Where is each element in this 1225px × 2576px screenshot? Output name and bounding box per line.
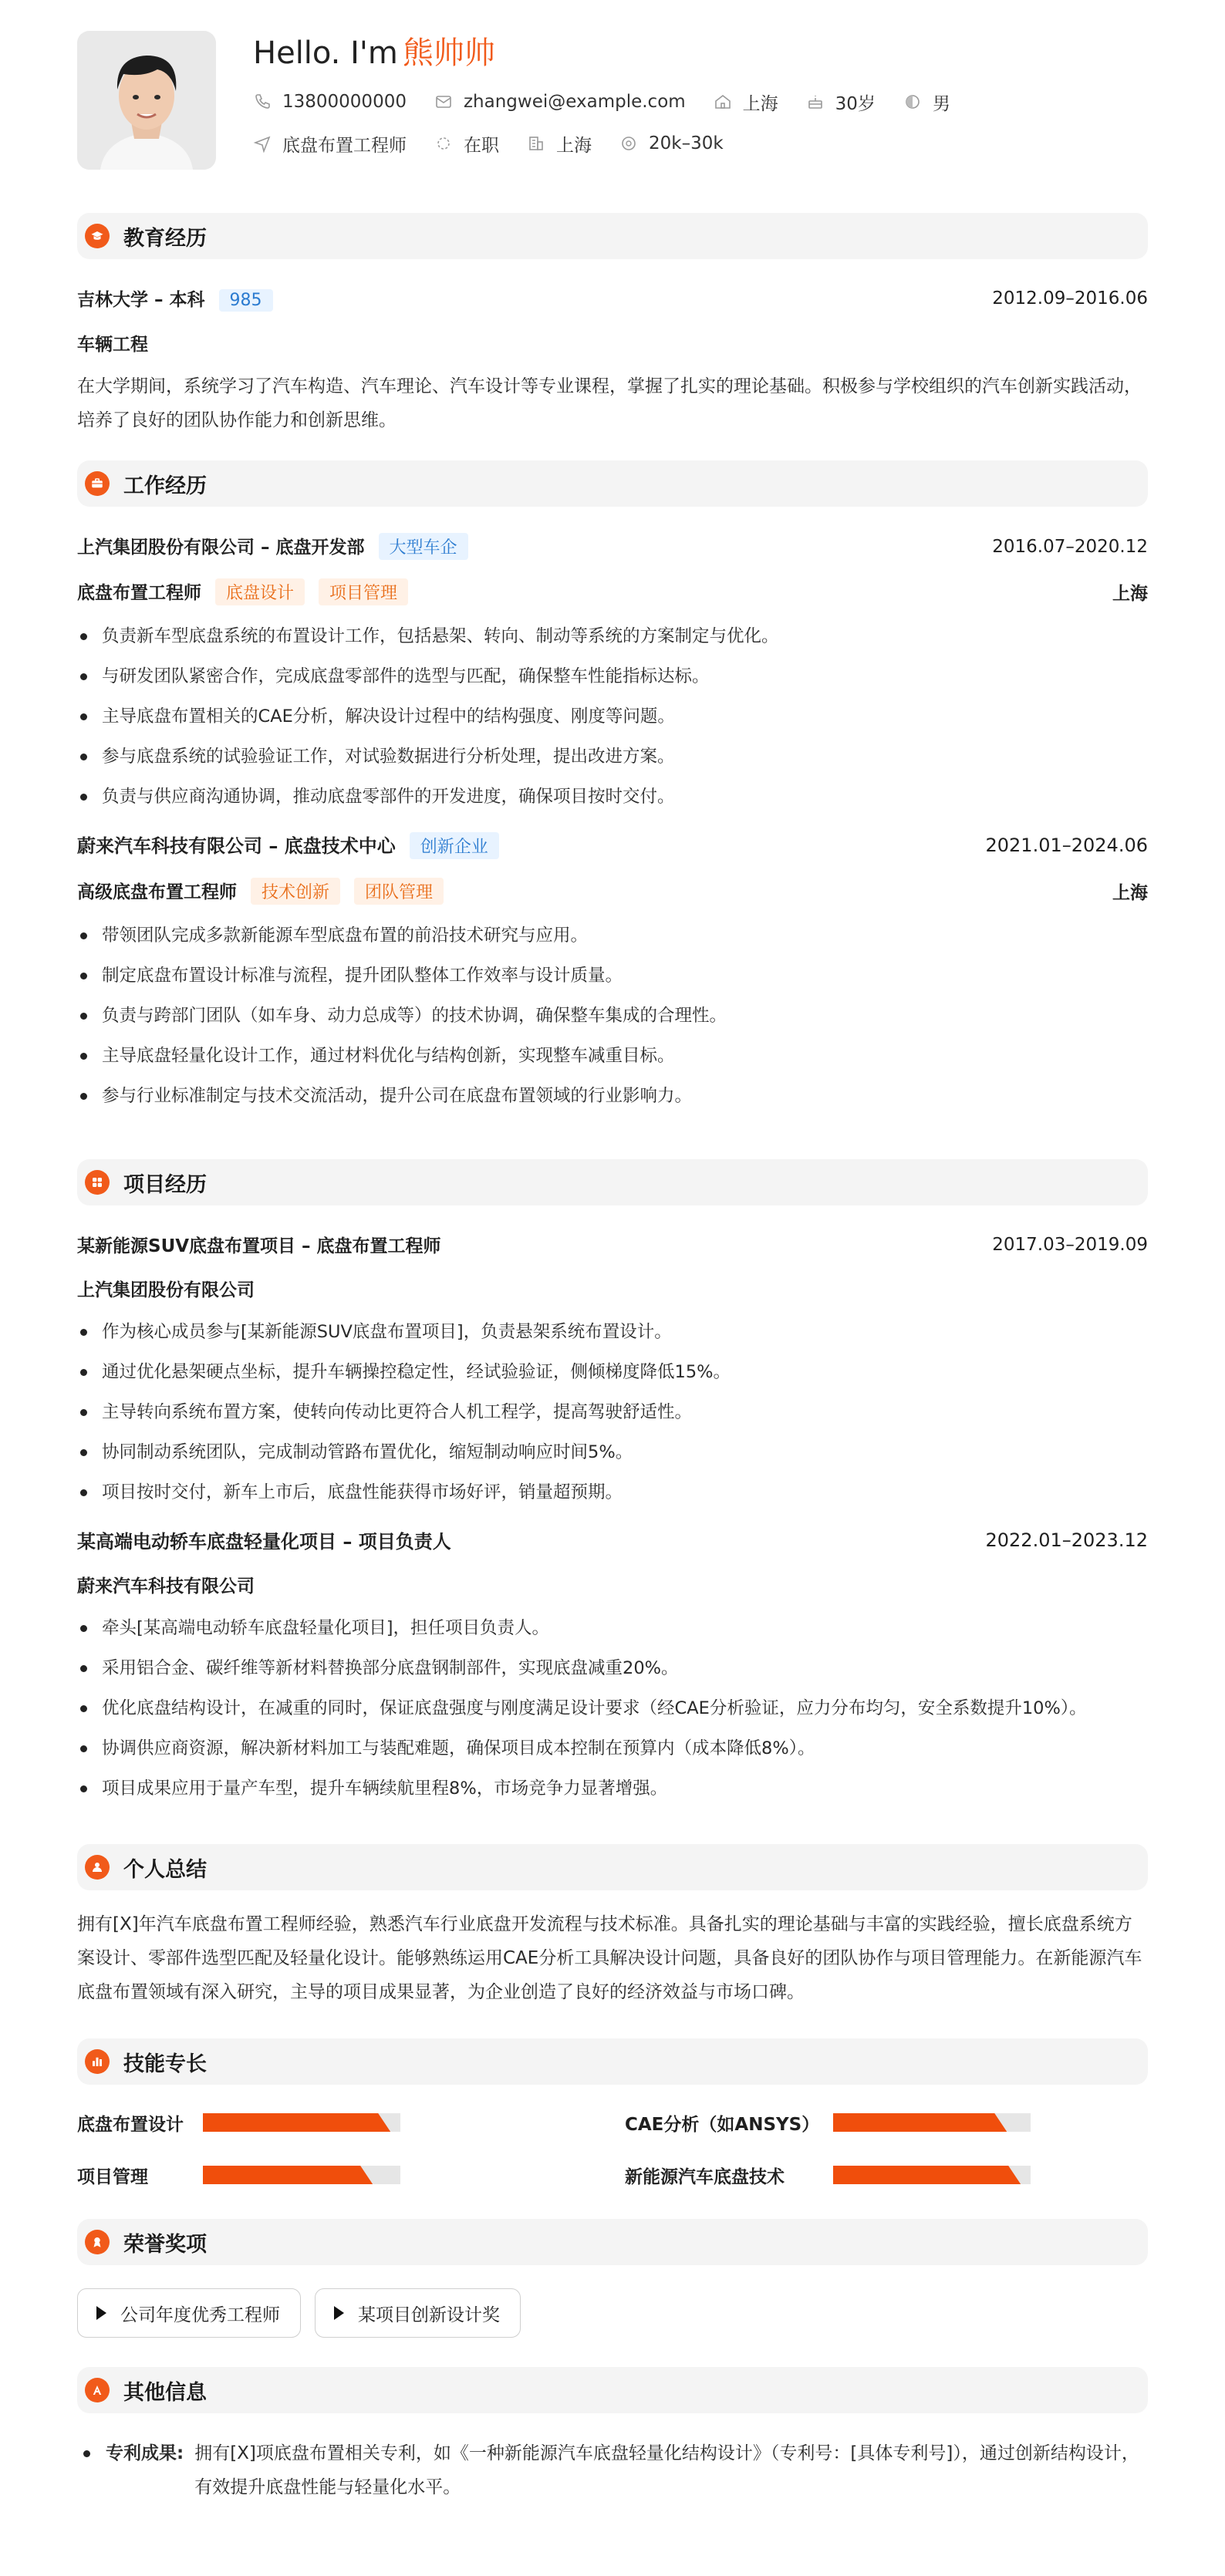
skill-bar <box>203 2166 400 2184</box>
position-text: 底盘布置工程师 <box>282 135 407 156</box>
project-entry <box>77 1232 1148 1512</box>
education-period: 2012.09–2016.06 <box>992 288 1148 309</box>
contact-row <box>253 88 978 116</box>
skill-name: 底盘布置设计 <box>77 2114 184 2135</box>
education-school-row <box>77 285 1148 312</box>
home-text: 上海 <box>742 93 778 114</box>
role <box>77 578 408 605</box>
avatar <box>77 31 216 170</box>
skill-bar-fill <box>203 2166 373 2184</box>
education-description: 在大学期间，系统学习了汽车构造、汽车理论、汽车设计等专业课程，掌握了扎实的理论基础。积极参与学校组织的汽车创新实践活动，培养了良好的团队协作能力和创新思维。 <box>77 376 1142 430</box>
project-company: 蔚来汽车科技有限公司 <box>77 1576 255 1597</box>
section-title: 个人总结 <box>123 1857 207 1882</box>
work-period: 2016.07–2020.12 <box>992 536 1148 557</box>
list-item: 主导底盘轻量化设计工作，通过材料优化与结构创新，实现整车减重目标。 <box>77 1036 1148 1076</box>
home-icon <box>714 93 732 111</box>
role-tag: 团队管理 <box>354 878 444 905</box>
gender-item <box>903 89 950 115</box>
info-icon <box>85 2378 110 2402</box>
list-item: 优化底盘结构设计，在减重的同时，保证底盘强度与刚度满足设计要求（经CAE分析验证，应力分布均匀，安全系数提升10%）。 <box>77 1688 1148 1728</box>
grid-icon <box>85 1170 110 1195</box>
list-item: 与研发团队紧密合作，完成底盘零部件的选型与匹配，确保整车性能指标达标。 <box>77 656 1148 696</box>
profile-info <box>253 31 978 157</box>
skill-item <box>77 2105 625 2140</box>
skills-section-header <box>77 2038 1148 2085</box>
awards-list <box>77 2288 1148 2338</box>
role-text: 底盘布置工程师 <box>77 583 201 603</box>
projects-section-header <box>77 1159 1148 1205</box>
company-text: 蔚来汽车科技有限公司 – 底盘技术中心 <box>77 835 396 857</box>
list-item: 负责新车型底盘系统的布置设计工作，包括悬架、转向、制动等系统的方案制定与优化。 <box>77 616 1148 656</box>
play-icon <box>96 2306 106 2320</box>
work-entry <box>77 831 1148 1116</box>
skill-name: 项目管理 <box>77 2166 148 2187</box>
user-icon <box>85 1855 110 1880</box>
section-title: 工作经历 <box>123 474 207 498</box>
age-item <box>806 89 876 115</box>
phone-item <box>253 92 407 112</box>
award-chip <box>77 2288 301 2338</box>
list-item: 作为核心成员参与[某新能源SUV底盘布置项目]，负责悬架系统布置设计。 <box>77 1312 1148 1352</box>
project-period: 2022.01–2023.12 <box>985 1529 1148 1551</box>
greeting-text: Hello. I'm <box>253 35 398 71</box>
greeting <box>253 34 978 72</box>
home-item <box>714 89 778 115</box>
skill-name: CAE分析（如ANSYS） <box>625 2114 820 2135</box>
project-bullets <box>77 1608 1148 1809</box>
list-item: 负责与供应商沟通协调，推动底盘零部件的开发进度，确保项目按时交付。 <box>77 777 1148 817</box>
email-text: zhangwei@example.com <box>463 92 686 112</box>
send-icon <box>253 134 272 153</box>
role-tag: 技术创新 <box>251 878 340 905</box>
phone-text: 13800000000 <box>282 92 407 112</box>
summary-text: 拥有[X]年汽车底盘布置工程师经验，熟悉汽车行业底盘开发流程与技术标准。具备扎实的理论基础与丰富的实践经验，擅长底盘系统方案设计、零部件选型匹配及轻量化设计。能够熟练运用CAE分析工具解决设计问题，具备良好的团队协作与项目管理能力。在新能源汽车底盘布置领域有深入研究，主导的项目成果显著，为企业创造了良好的经济效益与市场口碑。 <box>77 1914 1142 2002</box>
role-text: 高级底盘布置工程师 <box>77 882 237 902</box>
section-title: 荣誉奖项 <box>123 2232 207 2257</box>
role-tag: 项目管理 <box>319 578 408 605</box>
status-icon <box>434 134 453 153</box>
skill-name: 新能源汽车底盘技术 <box>625 2166 785 2187</box>
briefcase-icon <box>85 471 110 496</box>
bullet-dot <box>83 2450 90 2457</box>
company-row <box>77 533 1148 560</box>
salary-text: 20k–30k <box>649 133 724 153</box>
list-item: 协同制动系统团队，完成制动管路布置优化，缩短制动响应时间5%。 <box>77 1432 1148 1472</box>
gender-text: 男 <box>932 93 950 114</box>
skill-bar-fill <box>833 2166 1021 2184</box>
company-name <box>77 831 499 859</box>
school-name <box>77 285 273 312</box>
project-title-row <box>77 1526 1148 1553</box>
skill-bar <box>203 2113 400 2132</box>
skill-bar-fill <box>833 2113 1007 2132</box>
coin-icon <box>619 134 638 153</box>
mail-icon <box>434 93 453 111</box>
award-text: 公司年度优秀工程师 <box>120 2305 280 2325</box>
list-item: 带领团队完成多款新能源车型底盘布置的前沿技术研究与应用。 <box>77 915 1148 956</box>
company-name <box>77 533 468 560</box>
company-row <box>77 831 1148 859</box>
work-bullets <box>77 915 1148 1116</box>
major: 车辆工程 <box>77 335 148 355</box>
company-tag: 创新企业 <box>410 832 499 859</box>
skill-item <box>625 2157 1149 2193</box>
age-text: 30岁 <box>835 93 876 114</box>
project-bullets <box>77 1312 1148 1512</box>
role-row <box>77 878 1148 905</box>
list-item: 采用铝合金、碳纤维等新材料替换部分底盘钢制部件，实现底盘减重20%。 <box>77 1648 1148 1688</box>
honors-section-header <box>77 2219 1148 2265</box>
role-tag: 底盘设计 <box>215 578 305 605</box>
company-text: 上汽集团股份有限公司 – 底盘开发部 <box>77 538 365 558</box>
education-section-header <box>77 213 1148 259</box>
list-item: 参与底盘系统的试验验证工作，对试验数据进行分析处理，提出改进方案。 <box>77 737 1148 777</box>
award-text: 某项目创新设计奖 <box>358 2305 500 2325</box>
summary-section-header <box>77 1844 1148 1890</box>
cake-icon <box>806 93 825 111</box>
list-item: 主导转向系统布置方案，使转向传动比更符合人机工程学，提高驾驶舒适性。 <box>77 1392 1148 1432</box>
work-city: 上海 <box>1112 883 1148 903</box>
award-chip <box>315 2288 521 2338</box>
city-text: 上海 <box>556 135 592 156</box>
work-entry <box>77 533 1148 817</box>
gender-icon <box>903 93 922 111</box>
skills-grid <box>77 2105 1148 2193</box>
role-row <box>77 578 1148 605</box>
profile-header <box>77 31 1148 170</box>
project-company: 上汽集团股份有限公司 <box>77 1280 255 1300</box>
list-item: 参与行业标准制定与技术交流活动，提升公司在底盘布置领域的行业影响力。 <box>77 1076 1148 1116</box>
skill-bar <box>833 2113 1031 2132</box>
section-title: 教育经历 <box>123 226 207 251</box>
phone-icon <box>253 93 272 111</box>
list-item: 制定底盘布置设计标准与流程，提升团队整体工作效率与设计质量。 <box>77 956 1148 996</box>
work-section-header <box>77 460 1148 507</box>
project-period: 2017.03–2019.09 <box>992 1234 1148 1255</box>
school-text: 吉林大学 – 本科 <box>77 290 205 310</box>
graduation-cap-icon <box>85 224 110 248</box>
building-icon <box>527 134 545 153</box>
status-text: 在职 <box>464 135 499 156</box>
role <box>77 878 444 905</box>
list-item: 通过优化悬架硬点坐标，提升车辆操控稳定性，经试验验证，侧倾梯度降低15%。 <box>77 1352 1148 1392</box>
company-tag: 大型车企 <box>379 533 468 560</box>
work-city: 上海 <box>1112 584 1148 604</box>
section-title: 项目经历 <box>123 1172 207 1197</box>
skill-item <box>77 2157 625 2193</box>
position-item <box>253 131 407 157</box>
project-name: 某高端电动轿车底盘轻量化项目 – 项目负责人 <box>77 1531 451 1553</box>
bar-chart-icon <box>85 2049 110 2074</box>
list-item: 牵头[某高端电动轿车底盘轻量化项目]，担任项目负责人。 <box>77 1608 1148 1648</box>
salary-item <box>619 133 724 153</box>
list-item: 负责与跨部门团队（如车身、动力总成等）的技术协调，确保整车集成的合理性。 <box>77 996 1148 1036</box>
status-item <box>434 131 499 157</box>
skill-bar-fill <box>203 2113 390 2132</box>
section-title: 其他信息 <box>123 2380 207 2405</box>
list-item: 项目按时交付，新车上市后，底盘性能获得市场好评，销量超预期。 <box>77 1472 1148 1512</box>
list-item: 主导底盘布置相关的CAE分析，解决设计过程中的结构强度、刚度等问题。 <box>77 696 1148 737</box>
list-item: 项目成果应用于量产车型，提升车辆续航里程8%，市场竞争力显著增强。 <box>77 1768 1148 1809</box>
project-title-row <box>77 1232 1148 1257</box>
list-item: 协调供应商资源，解决新材料加工与装配难题，确保项目成本控制在预算内（成本降低8%）。 <box>77 1728 1148 1768</box>
project-entry <box>77 1526 1148 1809</box>
other-section-header <box>77 2367 1148 2413</box>
candidate-name: 熊帅帅 <box>402 35 495 71</box>
job-intent-row <box>253 130 978 157</box>
school-tag: 985 <box>219 289 273 312</box>
work-bullets <box>77 616 1148 817</box>
play-icon <box>334 2306 344 2320</box>
other-text: 拥有[X]项底盘布置相关专利，如《一种新能源汽车底盘轻量化结构设计》（专利号：[具体专利号]），通过创新结构设计，有效提升底盘性能与轻量化水平。 <box>194 2443 1139 2497</box>
skill-item <box>625 2105 1149 2140</box>
city-item <box>527 131 592 157</box>
other-key: 专利成果: <box>106 2443 184 2463</box>
section-title: 技能专长 <box>123 2052 207 2076</box>
award-icon <box>85 2230 110 2254</box>
other-item <box>77 2436 1148 2504</box>
email-item <box>434 92 686 112</box>
work-period: 2021.01–2024.06 <box>985 834 1148 856</box>
skill-bar <box>833 2166 1031 2184</box>
project-name: 某新能源SUV底盘布置项目 – 底盘布置工程师 <box>77 1236 441 1256</box>
